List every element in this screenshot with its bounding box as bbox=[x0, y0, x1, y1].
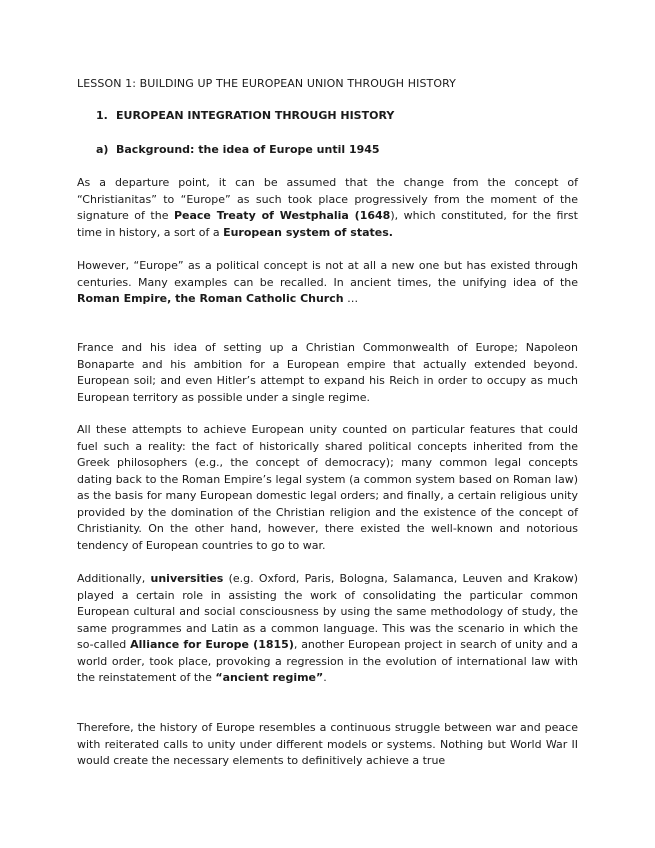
section-heading-text: EUROPEAN INTEGRATION THROUGH HISTORY bbox=[116, 109, 395, 122]
paragraph-unity-features bbox=[77, 422, 578, 554]
text-run: . bbox=[323, 671, 327, 684]
bold-run: Roman Empire, the Roman Catholic Church bbox=[77, 292, 344, 305]
text-run: All these attempts to achieve European unity counted on particular features that could fuel such a reality: the fact of historically shared political concepts inherited from the Greek philosophers (e.g., the concept of democracy); many common legal concepts dating back to the Roman Empire’s legal system (a common system based on Roman law) as the basis for many European domestic legal orders; and finally, a certain religious unity provided by the domination of the Christian religion and the existence of the concept of Christianity. On the other hand, however, there existed the well-known and notorious tendency of European countries to go to war. bbox=[77, 423, 578, 552]
text-run: Therefore, the history of Europe resembles a continuous struggle between war and peace with reiterated calls to unity under different models or systems. Nothing but World War II would create the necessary elements to definitively achieve a true bbox=[77, 721, 578, 767]
bold-run: “ancient regime” bbox=[215, 671, 324, 684]
bold-run: Peace Treaty of Westphalia (1648 bbox=[173, 209, 391, 222]
subsection-letter: a) bbox=[96, 143, 109, 156]
lesson-title: LESSON 1: BUILDING UP THE EUROPEAN UNION THROUGH HISTORY bbox=[77, 77, 456, 90]
text-run: … bbox=[343, 292, 359, 305]
bold-run: Alliance for Europe (1815) bbox=[130, 638, 294, 651]
paragraph-examples bbox=[77, 340, 578, 406]
text-run: France and his idea of setting up a Christian Commonwealth of Europe; Napoleon Bonaparte and his ambition for a European empire that actually extended beyond. European soil; and even Hitler’s attempt to expand his Reich in order to occupy as much European territory as possible under a single regime. bbox=[77, 341, 578, 404]
paragraph-political-concept bbox=[77, 258, 578, 308]
text-run: However, “Europe” as a political concept is not at all a new one but has existed through centuries. Many examples can be recalled. In ancient times, the unifying idea of the bbox=[77, 259, 578, 289]
section-number: 1. bbox=[96, 109, 108, 122]
text-run: As a departure point, it can be assumed that the change from the concept of “Christianitas” to “Europe” as such took place progressively from the moment of the signature of the bbox=[77, 176, 578, 222]
subsection-heading-text: Background: the idea of Europe until 1945 bbox=[116, 143, 380, 156]
section-heading bbox=[96, 109, 394, 122]
bold-run: European system of states. bbox=[223, 225, 393, 239]
text-run: ), which constituted, for the first time in history, a sort of a bbox=[77, 209, 578, 239]
text-run: , another European project in search of unity and a world order, took place, provoking a regression in the evolution of international law with the reinstatement of the bbox=[77, 638, 578, 684]
paragraph-universities bbox=[77, 571, 578, 687]
paragraph-conclusion bbox=[77, 720, 578, 770]
bold-run: universities bbox=[150, 572, 224, 585]
paragraph-westphalia bbox=[77, 175, 578, 241]
subsection-heading bbox=[96, 143, 380, 156]
text-run: Additionally, bbox=[77, 572, 151, 585]
text-run: (e.g. Oxford, Paris, Bologna, Salamanca, Leuven and Krakow) played a certain role in assisting the work of consolidating the particular common European cultural and social consciousness by using the same methodology of study, the same programmes and Latin as a common language. This was the scenario in which the so-called bbox=[77, 572, 579, 651]
